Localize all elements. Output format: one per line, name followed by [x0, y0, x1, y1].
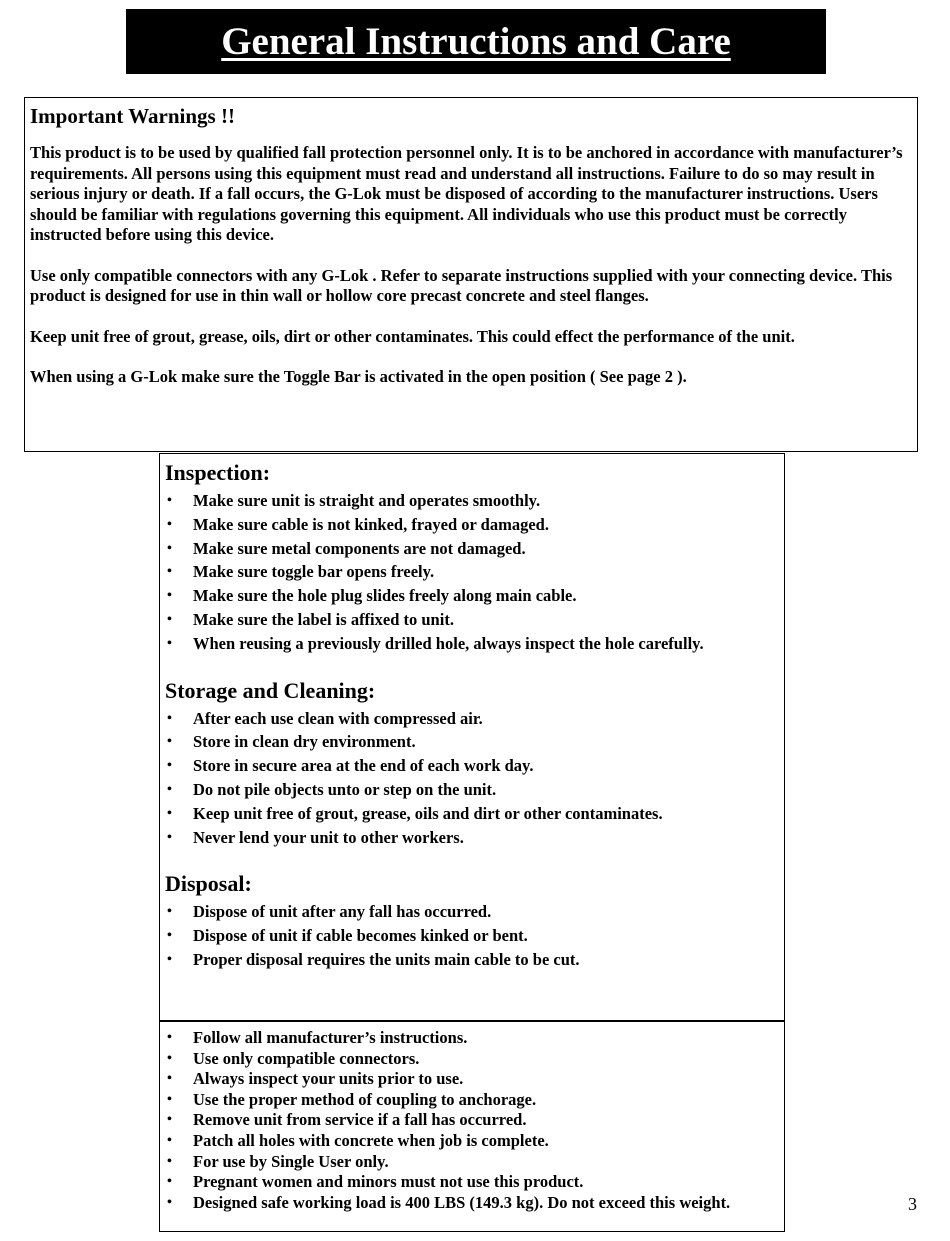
list-item	[165, 1090, 778, 1111]
list-item-text: Store in clean dry environment.	[193, 732, 416, 752]
bullet-icon: •	[167, 540, 172, 556]
summary-list	[165, 1028, 778, 1213]
list-item-text: Make sure the label is affixed to unit.	[193, 609, 454, 629]
list-item-text: Make sure metal components are not damaged.	[193, 538, 526, 558]
bullet-icon: •	[167, 1174, 172, 1190]
list-item-text: Remove unit from service if a fall has occurred.	[193, 1110, 527, 1130]
disposal-heading: Disposal:	[165, 871, 252, 897]
bullet-icon: •	[167, 1194, 172, 1210]
storage-heading: Storage and Cleaning:	[165, 677, 376, 703]
list-item-text: Follow all manufacturer’s instructions.	[193, 1028, 468, 1047]
bullet-icon: •	[167, 951, 172, 967]
bullet-icon: •	[167, 611, 172, 627]
list-item-text: Use the proper method of coupling to anchorage.	[193, 1089, 537, 1109]
list-item	[165, 584, 778, 608]
list-item-text: When reusing a previously drilled hole, always inspect the hole carefully.	[193, 633, 704, 653]
bullet-icon: •	[167, 635, 172, 651]
list-item	[165, 1172, 778, 1193]
bullet-icon: •	[167, 1050, 172, 1066]
list-item	[165, 632, 778, 656]
list-item-text: Make sure toggle bar opens freely.	[193, 562, 435, 582]
list-item	[165, 900, 778, 924]
list-item	[165, 1110, 778, 1131]
bullet-icon: •	[167, 493, 172, 508]
bullet-icon: •	[167, 758, 172, 774]
list-item	[165, 1069, 778, 1090]
bullet-icon: •	[167, 710, 172, 726]
care-sections-box	[159, 453, 785, 1021]
list-item-text: Do not pile objects unto or step on the unit.	[193, 779, 497, 799]
list-item	[165, 948, 778, 972]
list-item-text: Patch all holes with concrete when job is complete.	[193, 1130, 549, 1150]
list-item	[165, 1193, 778, 1214]
list-item	[165, 754, 778, 778]
bullet-icon: •	[167, 1091, 172, 1107]
disposal-list	[165, 900, 778, 971]
list-item	[165, 730, 778, 754]
list-item-text: Pregnant women and minors must not use this product.	[193, 1172, 584, 1192]
list-item	[165, 707, 778, 731]
warning-paragraph: When using a G-Lok make sure the Toggle Bar is activated in the open position ( See page 2 ).	[30, 367, 687, 386]
bullet-icon: •	[167, 805, 172, 821]
list-item-text: Keep unit free of grout, grease, oils and dirt or other contaminates.	[193, 803, 663, 823]
list-item-text: Always inspect your units prior to use.	[193, 1069, 464, 1089]
list-item	[165, 802, 778, 826]
list-item	[165, 1152, 778, 1173]
list-item	[165, 1131, 778, 1152]
warnings-heading: Important Warnings !!	[30, 104, 235, 128]
list-item	[165, 1049, 778, 1070]
list-item-text: Dispose of unit after any fall has occurred.	[193, 902, 492, 922]
warning-paragraph: This product is to be used by qualified fall protection personnel only. It is to be anchored in accordance with manufacturer’s requirements. All persons using this equipment must read and understand all instructions. Failure to do so may result in serious injury or death. If a fall occurs, the G-Lok must be disposed of according to the manufacturer instructions. Users should be familiar with regulations governing this equipment. All individuals who use this product must be correctly instructed before using this device.	[30, 143, 903, 244]
storage-list	[165, 707, 778, 850]
list-item-text: For use by Single User only.	[193, 1151, 389, 1171]
bullet-icon: •	[167, 1153, 172, 1169]
bullet-icon: •	[167, 588, 172, 604]
list-item	[165, 513, 778, 537]
bullet-icon: •	[167, 1112, 172, 1128]
warning-paragraph: Keep unit free of grout, grease, oils, dirt or other contaminates. This could effect the performance of the unit.	[30, 326, 795, 346]
list-item	[165, 608, 778, 632]
list-item	[165, 560, 778, 584]
bullet-icon: •	[167, 1071, 172, 1087]
inspection-list	[165, 489, 778, 656]
bullet-icon: •	[167, 516, 172, 532]
list-item-text: Proper disposal requires the units main cable to be cut.	[193, 949, 580, 969]
list-item-text: Dispose of unit if cable becomes kinked or bent.	[193, 926, 528, 946]
bullet-icon: •	[167, 564, 172, 580]
bullet-icon: •	[167, 829, 172, 845]
warning-paragraph: Use only compatible connectors with any G-Lok . Refer to separate instructions supplied with your connecting device. This product is designed for use in thin wall or hollow core precast concrete and steel flanges.	[30, 265, 893, 305]
bullet-icon: •	[167, 1030, 172, 1045]
list-item	[165, 489, 778, 513]
list-item-text: Use only compatible connectors.	[193, 1048, 420, 1068]
list-item-text: Make sure cable is not kinked, frayed or damaged.	[193, 514, 549, 534]
list-item-text: After each use clean with compressed air.	[193, 708, 483, 728]
list-item	[165, 826, 778, 850]
list-item-text: Never lend your unit to other workers.	[193, 827, 464, 847]
list-item-text: Designed safe working load is 400 LBS (149.3 kg). Do not exceed this weight.	[193, 1192, 731, 1212]
important-warnings-box	[24, 97, 918, 452]
bullet-icon: •	[167, 904, 172, 920]
list-item	[165, 778, 778, 802]
title-banner	[126, 9, 826, 74]
list-item	[165, 1028, 778, 1049]
bullet-icon: •	[167, 1132, 172, 1148]
summary-box	[159, 1021, 785, 1232]
bullet-icon: •	[167, 734, 172, 750]
inspection-heading: Inspection:	[165, 460, 271, 485]
list-item-text: Make sure the hole plug slides freely along main cable.	[193, 586, 577, 606]
bullet-icon: •	[167, 781, 172, 797]
page-title: General Instructions and Care	[221, 20, 731, 63]
list-item	[165, 537, 778, 561]
list-item	[165, 924, 778, 948]
bullet-icon: •	[167, 928, 172, 944]
list-item-text: Make sure unit is straight and operates smoothly.	[193, 491, 541, 510]
list-item-text: Store in secure area at the end of each work day.	[193, 756, 534, 776]
page-number: 3	[908, 1194, 917, 1214]
